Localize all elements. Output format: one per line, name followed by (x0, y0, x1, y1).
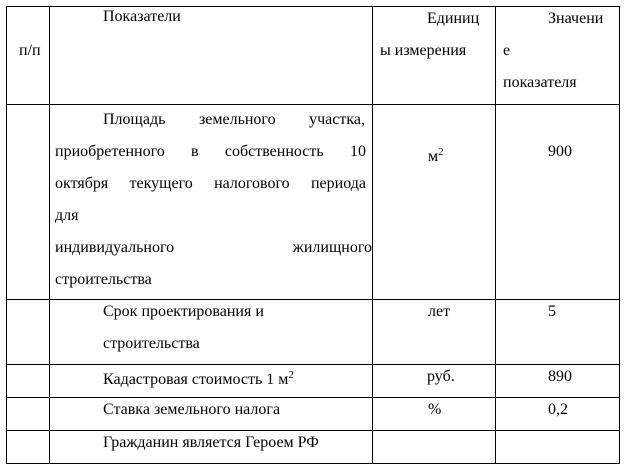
word: периода (310, 175, 366, 192)
header-unit-line2: ы измерения (380, 42, 467, 59)
row2-indicator-line1: Срок проектирования и (103, 303, 264, 320)
word: участка, (309, 111, 365, 128)
word: в (191, 143, 199, 160)
row4-unit: % (428, 401, 442, 418)
row4-value: 0,2 (548, 401, 568, 418)
row-divider (7, 397, 619, 398)
row3-indicator: Кадастровая стоимость 1 $м^2$ (103, 369, 294, 388)
row2-indicator-line2: строительства (103, 335, 200, 352)
row-divider (7, 364, 619, 365)
word: приобретенного (55, 143, 165, 160)
row1-unit: $м^2$ (428, 146, 444, 165)
word: налогового (214, 175, 290, 192)
word: октября (55, 175, 109, 192)
word: жилищного (292, 239, 372, 256)
word: 10 (349, 143, 366, 160)
column-divider (495, 7, 496, 463)
column-divider (49, 7, 50, 463)
row2-value: 5 (548, 303, 556, 320)
row1-indicator-line1 (103, 104, 365, 136)
row1-indicator-line3 (55, 168, 366, 200)
row3-value: 890 (548, 368, 572, 385)
row1-indicator-line4: для (55, 207, 79, 224)
header-value-line2: е (503, 42, 511, 59)
header-unit-line1: Единиц (427, 10, 480, 27)
row4-indicator: Ставка земельного налога (103, 401, 281, 418)
row1-indicator-line2 (55, 136, 366, 168)
header-indicators: Показатели (103, 8, 181, 25)
row5-indicator: Гражданин является Героем РФ (103, 434, 319, 451)
header-value-line3: показателя (503, 74, 577, 91)
header-value-line1: Значени (548, 10, 604, 27)
indicators-table (6, 6, 620, 464)
word: земельного (198, 111, 276, 128)
row1-value: 900 (548, 143, 572, 160)
word: Площадь (103, 111, 166, 128)
row2-unit: лет (428, 303, 451, 320)
word: текущего (129, 175, 193, 192)
row1-indicator-line6: строительства (55, 271, 152, 288)
word: собственность (224, 143, 324, 160)
column-divider (372, 7, 373, 463)
row3-unit: руб. (427, 368, 455, 385)
word: индивидуального (55, 239, 175, 256)
header-num: п/п (19, 42, 41, 59)
row1-indicator-line5 (55, 232, 372, 264)
row-divider (7, 299, 619, 300)
